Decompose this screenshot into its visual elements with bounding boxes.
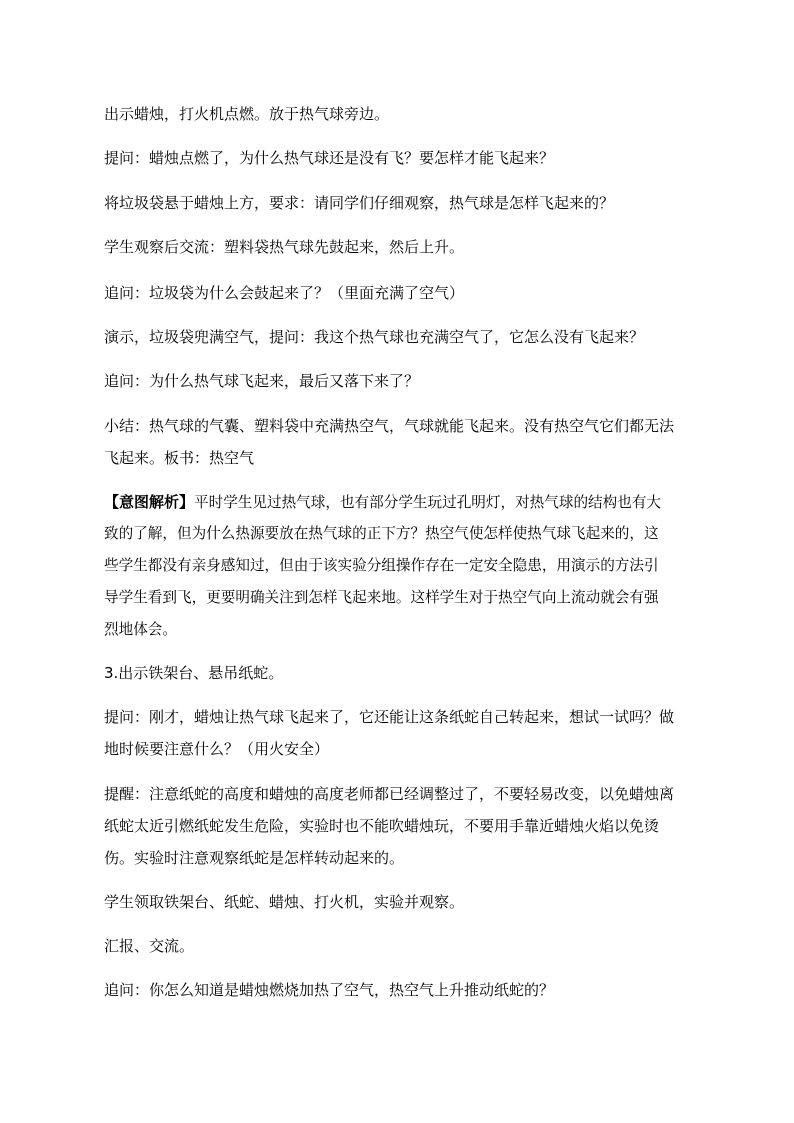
paragraph-summary-line-1: 小结：热气球的气囊、塑料袋中充满热空气，气球就能飞起来。没有热空气它们都无法 <box>104 417 675 435</box>
paragraph-question-why-not-fly: 提问：蜡烛点燃了，为什么热气球还是没有飞？要怎样才能飞起来？ <box>104 149 555 167</box>
intent-analysis-line-2: 致的了解，但为什么热源要放在热气球的正下方？热空气使怎样使热气球飞起来的，这 <box>104 525 659 542</box>
paragraph-reminder-line-2: 纸蛇太近引燃纸蛇发生危险，实验时也不能吹蜡烛玩，不要用手靠近蜡烛火焰以免烫 <box>104 817 660 835</box>
paragraph-question-paper-snake-line-2: 地时候要注意什么？（用火安全） <box>104 740 330 758</box>
intent-analysis-line-3: 些学生都没有亲身感知过，但由于该实验分组操作存在一定安全隐患，用演示的方法引 <box>104 557 659 574</box>
intent-analysis-line-5: 烈地体会。 <box>104 621 177 638</box>
paragraph-demo-full-air: 演示，垃圾袋兜满空气，提问：我这个热气球也充满空气了，它怎么没有飞起来？ <box>104 328 645 346</box>
paragraph-summary-line-2: 飞起来。板书：热空气 <box>104 449 255 467</box>
paragraph-followup-bulge: 追问：垃圾袋为什么会鼓起来了？（里面充满了空气） <box>104 284 465 302</box>
paragraph-step-3: 3.出示铁架台、悬吊纸蛇。 <box>104 664 284 682</box>
paragraph-followup-how-know: 追问：你怎么知道是蜡烛燃烧加热了空气，热空气上升推动纸蛇的？ <box>104 981 555 999</box>
paragraph-students-observe: 学生观察后交流：塑料袋热气球先鼓起来，然后上升。 <box>104 238 465 256</box>
intent-analysis-label: 【意图解析】 <box>104 493 195 511</box>
intent-analysis-line-1 <box>104 492 661 513</box>
paragraph-report-exchange: 汇报、交流。 <box>104 937 195 955</box>
paragraph-followup-fall: 追问：为什么热气球飞起来，最后又落下来了？ <box>104 372 420 390</box>
intent-analysis-line-4: 导学生看到飞，更要明确关注到怎样飞起来地。这样学生对于热空气向上流动就会有强 <box>104 589 659 606</box>
intent-analysis-text-1: 平时学生见过热气球，也有部分学生玩过孔明灯，对热气球的结构也有大 <box>194 494 662 511</box>
paragraph-question-paper-snake-line-1: 提问：刚才，蜡烛让热气球飞起来了，它还能让这条纸蛇自己转起来，想试一试吗？做 <box>104 708 675 726</box>
paragraph-reminder-line-3: 伤。实验时注意观察纸蛇是怎样转动起来的。 <box>104 849 405 867</box>
paragraph-reminder-line-1: 提醒：注意纸蛇的高度和蜡烛的高度老师都已经调整过了，不要轻易改变，以免蜡烛离 <box>104 785 675 803</box>
paragraph-students-collect: 学生领取铁架台、纸蛇、蜡烛、打火机，实验并观察。 <box>104 893 465 911</box>
paragraph-bag-above-candle: 将垃圾袋悬于蜡烛上方，要求：请同学们仔细观察，热气球是怎样飞起来的？ <box>104 194 615 212</box>
paragraph-show-candle: 出示蜡烛，打火机点燃。放于热气球旁边。 <box>104 105 390 123</box>
